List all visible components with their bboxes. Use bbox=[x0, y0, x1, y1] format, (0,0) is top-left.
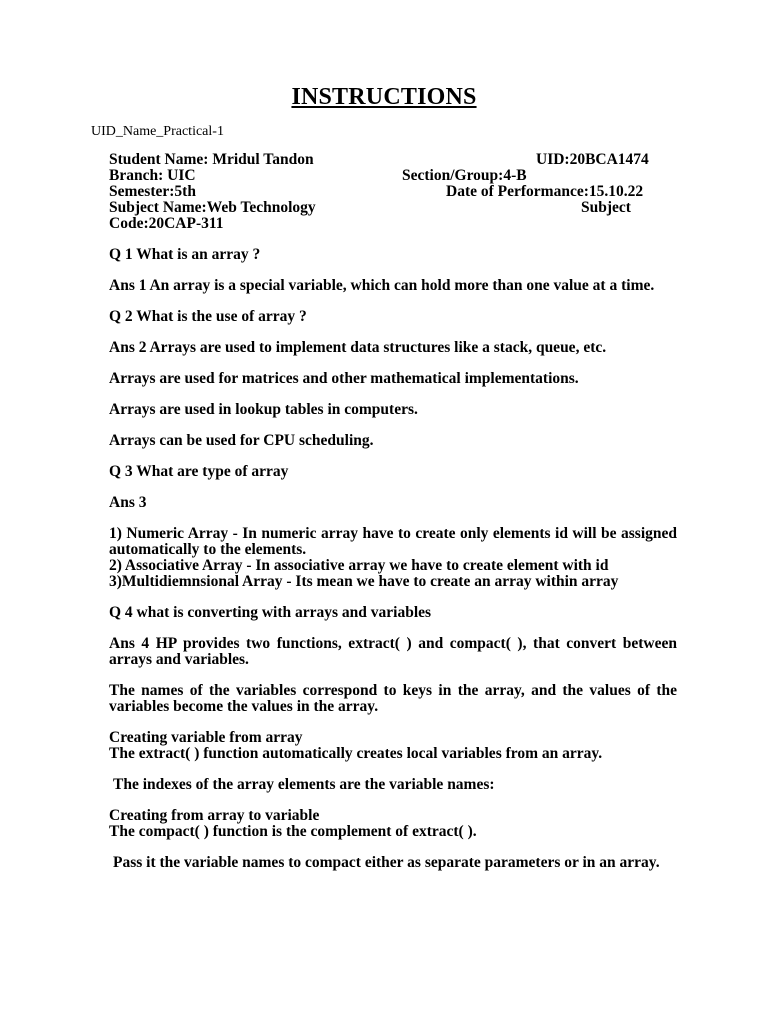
list-item: 2) Associative Array - In associative array we have to create element with id bbox=[109, 557, 609, 574]
answer-2-line-2: Arrays are used for matrices and other mathematical implementations. bbox=[109, 370, 579, 387]
question-3: Q 3 What are type of array bbox=[109, 463, 289, 480]
header-row-2 bbox=[109, 168, 677, 184]
subject-label: Subject bbox=[581, 199, 631, 216]
paragraph-text: The extract( ) function automatically creates local variables from an array. bbox=[109, 745, 603, 762]
question-1: Q 1 What is an array ? bbox=[109, 246, 261, 263]
answer-2-line-3: Arrays are used in lookup tables in computers. bbox=[109, 401, 418, 418]
uid: UID:20BCA1474 bbox=[536, 151, 649, 168]
answer-3-list bbox=[109, 526, 677, 590]
header-row-3 bbox=[109, 184, 677, 200]
header-row-4 bbox=[109, 200, 677, 216]
answer-3-label: Ans 3 bbox=[109, 494, 147, 511]
section-group: Section/Group:4-B bbox=[402, 167, 527, 184]
answer-4-para-5 bbox=[109, 808, 677, 840]
document-subtitle: UID_Name_Practical-1 bbox=[91, 124, 224, 139]
header-row-5 bbox=[109, 216, 677, 232]
answer-1: Ans 1 An array is a special variable, which can hold more than one value at a time. bbox=[109, 277, 655, 294]
answer-4-para-3 bbox=[109, 730, 677, 762]
answer-4-para-4: The indexes of the array elements are the variable names: bbox=[113, 776, 495, 793]
answer-2-line-1: Ans 2 Arrays are used to implement data structures like a stack, queue, etc. bbox=[109, 339, 607, 356]
list-item: 1) Numeric Array - In numeric array have to create only elements id will be assigned automatically to the elements. bbox=[109, 525, 677, 558]
semester: Semester:5th bbox=[109, 183, 196, 200]
subject-code: Code:20CAP-311 bbox=[109, 215, 224, 232]
header-row-1 bbox=[109, 152, 677, 168]
page-title: INSTRUCTIONS bbox=[291, 84, 477, 110]
subheading: Creating variable from array bbox=[109, 729, 303, 746]
student-name: Student Name: Mridul Tandon bbox=[109, 151, 314, 168]
answer-4-para-2: The names of the variables correspond to keys in the array, and the values of the variables become the values in the array. bbox=[109, 682, 677, 715]
subheading: Creating from array to variable bbox=[109, 807, 320, 824]
answer-4-para-6: Pass it the variable names to compact either as separate parameters or in an array. bbox=[113, 854, 660, 871]
question-2: Q 2 What is the use of array ? bbox=[109, 308, 307, 325]
subject-name: Subject Name:Web Technology bbox=[109, 199, 316, 216]
answer-2-line-4: Arrays can be used for CPU scheduling. bbox=[109, 432, 374, 449]
document-body bbox=[109, 152, 677, 871]
list-item: 3)Multidiemnsional Array - Its mean we have to create an array within array bbox=[109, 573, 619, 590]
question-4: Q 4 what is converting with arrays and variables bbox=[109, 604, 432, 621]
date-of-performance: Date of Performance:15.10.22 bbox=[446, 183, 644, 200]
branch: Branch: UIC bbox=[109, 167, 196, 184]
answer-4-para-1: Ans 4 HP provides two functions, extract( ) and compact( ), that convert between arrays and variables. bbox=[109, 635, 677, 668]
paragraph-text: The compact( ) function is the complement of extract( ). bbox=[109, 823, 477, 840]
